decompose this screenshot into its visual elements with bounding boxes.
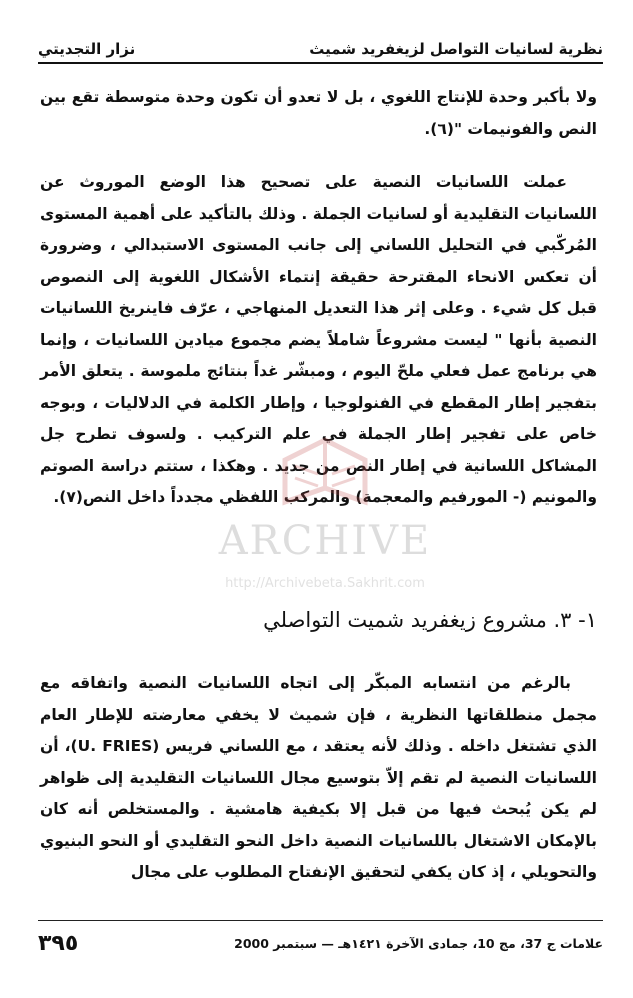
main-text [40,82,597,532]
section-heading: ١- ٣. مشروع زيغفريد شميت التواصلي [263,608,597,632]
paragraph-continuation: ولا بأكبر وحدة للإنتاج اللغوي ، بل لا تعدو أن تكون وحدة متوسطة تقع بين النص والفونيمات "(٦). [40,88,597,138]
paragraph-part-1: بالرغم من انتسابه المبكّر إلى اتجاه اللسانيات النصية واتفاقه مع مجمل منطلقاتها النظرية ، فإن شميث لا يخفي معارضته للإطار العام الذي تشتغل داخله . وذلك لأنه يعتقد ، مع اللساني فريس ( [40,674,597,755]
section-text [40,668,597,889]
watermark-url: http://Archivebeta.Sakhrit.com [225,576,425,591]
header-article-title: نظرية لسانيات التواصل لزيغفريد شميث [309,40,603,58]
running-header [38,34,603,58]
header-divider [38,62,603,64]
watermark-archive-text: ARCHIVE [218,518,432,564]
header-author: نزار التجديتي [38,40,136,58]
latin-name-fries: U. FRIES [77,737,153,755]
journal-issue-info: علامات ج 37، مج 10، جمادى الآخرة ١٤٢١هـ — سبتمبر 2000 [234,935,603,951]
paragraph-schmidt-project [40,668,597,889]
footer-divider [38,920,603,921]
paragraph-text-linguistics: عملت اللسانيات النصية على تصحيح هذا الوضع الموروث عن اللسانيات التقليدية أو لسانيات الجملة . وذلك بالتأكيد على أهمية المستوى المُركّبي في التحليل اللساني إلى جانب المستوى الاستبدالي ، وضرورة أن تعكس الانحاء المقترحة حقيقة إنتماء الأشكال اللغوية إلى النصوص قبل كل شيء . وعلى إثر هذا التعديل المنهاجي ، عرّف فاينريخ اللسانيات النصية بأنها " ليست مشروعاً شاملاً يضم مجموع ميادين اللسانيات ، وإنما هي برنامج عمل فعلي ملحّ اليوم ، ومبشّر غداً بنتائج ملموسة . يتعلق الأمر بتفجير إطار المقطع في الفنولوجيا ، وإطار الكلمة في الدلاليات ، وبوجه خاص على تفجير إطار الجملة في علم التركيب . ولسوف تطرح جل المشاكل اللسانية في إطار النص من جديد . وهكذا ، ستتم دراسة الصوتم والمونيم (- المورفيم والمعجمة) والمركب اللفظي مجدداً داخل النص(٧). [40,173,597,506]
page-number: ٣٩٥ [38,930,79,956]
paragraph-part-2: )، أن اللسانيات النصية لم تقم إلاّ بتوسيع مجال اللسانيات التقليدية إلى ظواهر لم يكن يُبحث فيها من قبل إلا بكيفية هامشية . والمستخلص أنه كان بالإمكان الاشتغال باللسانيات النصية داخل النحو التقليدي أو النحو البنيوي والتحويلي ، إذ كان يكفي لتحقيق الإنفتاح المطلوب على مجال [40,737,597,881]
page-footer [38,930,603,956]
